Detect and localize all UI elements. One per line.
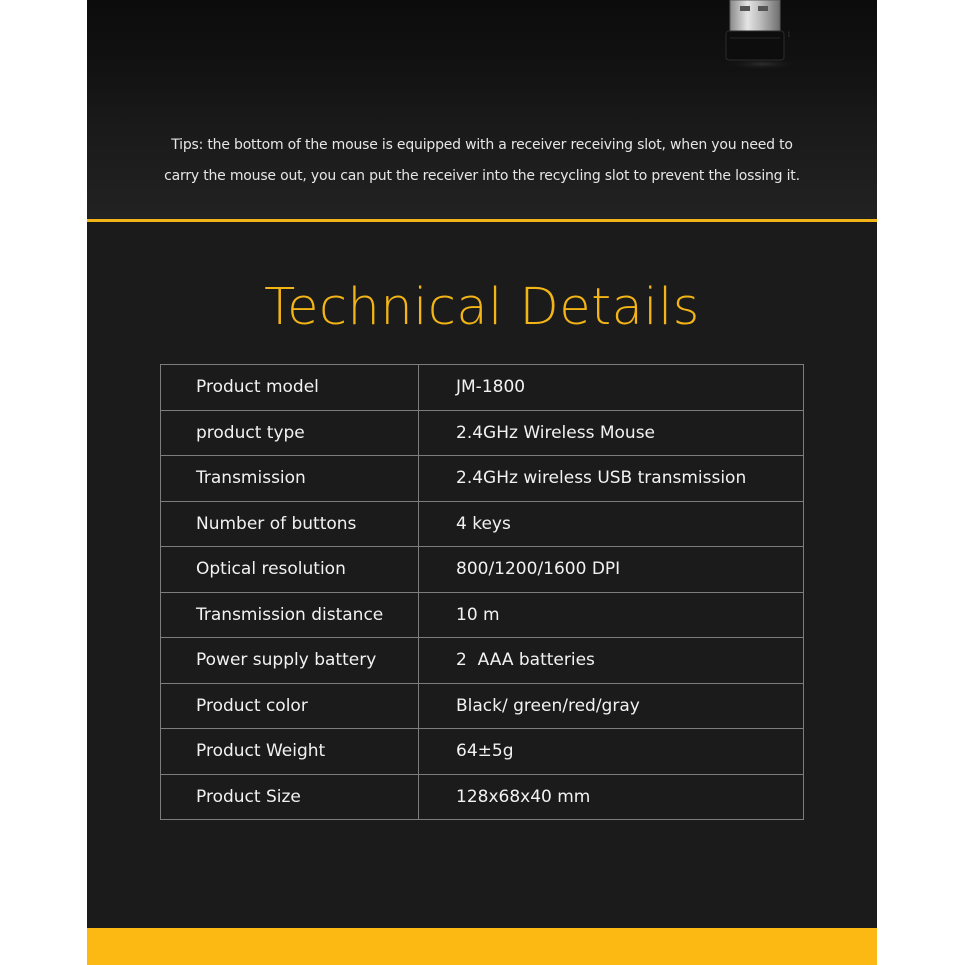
spec-value: 10 m [419, 592, 804, 638]
bottom-accent-bar [87, 928, 877, 965]
spec-label: Product model [161, 365, 419, 411]
spec-label: Number of buttons [161, 501, 419, 547]
product-detail-panel [87, 0, 877, 965]
table-row [161, 592, 804, 638]
table-row [161, 501, 804, 547]
spec-value: 4 keys [419, 501, 804, 547]
spec-value: 800/1200/1600 DPI [419, 547, 804, 593]
spec-value: 128x68x40 mm [419, 774, 804, 820]
tips-line-2: carry the mouse out, you can put the receiver into the recycling slot to prevent the lossing it. [164, 168, 800, 184]
table-row [161, 638, 804, 684]
spec-label: product type [161, 410, 419, 456]
spec-label: Transmission [161, 456, 419, 502]
specs-table [160, 364, 804, 820]
spec-value: JM-1800 [419, 365, 804, 411]
table-row [161, 729, 804, 775]
spec-label: Optical resolution [161, 547, 419, 593]
table-row [161, 410, 804, 456]
spec-label: Product color [161, 683, 419, 729]
table-row [161, 683, 804, 729]
spec-label: Transmission distance [161, 592, 419, 638]
spec-value: 2 AAA batteries [419, 638, 804, 684]
spec-value: 2.4GHz Wireless Mouse [419, 410, 804, 456]
tips-text [127, 130, 837, 192]
section-divider [87, 219, 877, 222]
section-title: Technical Details [264, 278, 700, 337]
table-row [161, 774, 804, 820]
spec-value: Black/ green/red/gray [419, 683, 804, 729]
table-row [161, 547, 804, 593]
spec-label: Power supply battery [161, 638, 419, 684]
spec-label: Product Size [161, 774, 419, 820]
tips-line-1: Tips: the bottom of the mouse is equipped with a receiver receiving slot, when you need to [171, 137, 793, 153]
table-row [161, 456, 804, 502]
spec-label: Product Weight [161, 729, 419, 775]
receiver-label-glyph: ⋮ [786, 31, 792, 38]
receiver-tips-section [87, 0, 877, 220]
table-row [161, 365, 804, 411]
spec-value: 2.4GHz wireless USB transmission [419, 456, 804, 502]
spec-value: 64±5g [419, 729, 804, 775]
usb-receiver-image [722, 0, 802, 70]
